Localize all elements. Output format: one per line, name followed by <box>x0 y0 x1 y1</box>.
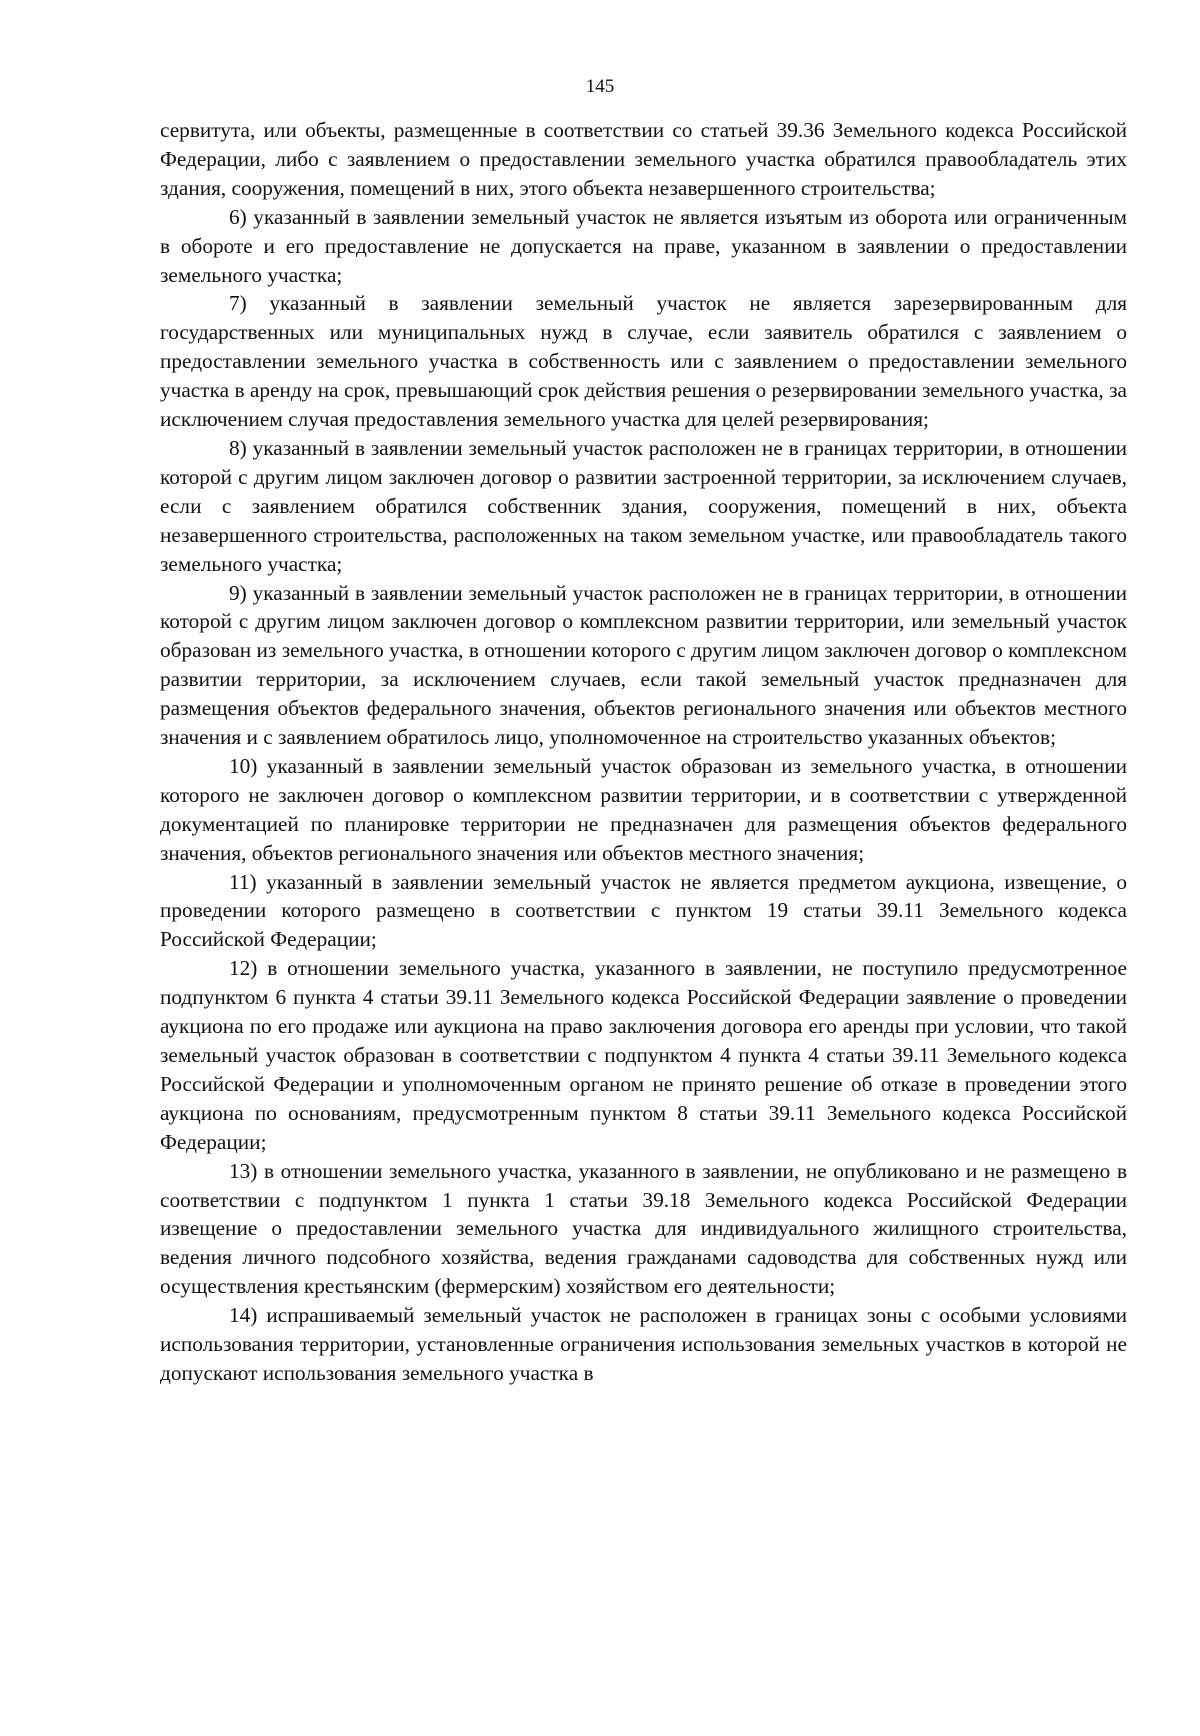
paragraph-item-8: 8) указанный в заявлении земельный участок расположен не в границах территории, в отношении которой с другим лицом заключен договор о развитии застроенной территории, за исключением случаев, если с заявлением обратился собственник здания, сооружения, помещений в них, объекта незавершенного строительства, расположенных на таком земельном участке, или правообладатель такого земельного участка; <box>160 435 1127 576</box>
paragraph-item-6: 6) указанный в заявлении земельный участок не является изъятым из оборота или ограниченным в обороте и его предоставление не допускается на праве, указанном в заявлении о предоставлении земельного участка; <box>160 204 1127 287</box>
paragraph-item-13: 13) в отношении земельного участка, указанного в заявлении, не опубликовано и не размещено в соответствии с подпунктом 1 пункта 1 статьи 39.18 Земельного кодекса Российской Федерации извещение о предоставлении земельного участка для индивидуального жилищного строительства, ведения личного подсобного хозяйства, ведения гражданами садоводства для собственных нужд или осуществления крестьянским (фермерским) хозяйством его деятельности; <box>160 1158 1127 1299</box>
paragraph-item-14: 14) испрашиваемый земельный участок не расположен в границах зоны с особыми условиями использования территории, установленные ограничения использования земельных участков в которой не допускают использования земельного участка в <box>160 1303 1127 1385</box>
paragraph-item-7: 7) указанный в заявлении земельный участок не является зарезервированным для государственных или муниципальных нужд в случае, если заявитель обратился с заявлением о предоставлении земельного участка в собственность или с заявлением о предоставлении земельного участка в аренду на срок, превышающий срок действия решения о резервировании земельного участка, за исключением случая предоставления земельного участка для целей резервирования; <box>160 291 1127 432</box>
paragraph-item-9: 9) указанный в заявлении земельный участок расположен не в границах территории, в отношении которой с другим лицом заключен договор о комплексном развитии территории, или земельный участок образован из земельного участка, в отношении которого с другим лицом заключен договор о комплексном развитии территории, за исключением случаев, если такой земельный участок предназначен для размещения объектов федерального значения, объектов регионального значения или объектов местного значения и с заявлением обратилось лицо, уполномоченное на строительство указанных объектов; <box>160 580 1127 750</box>
page-number: 145 <box>585 76 615 97</box>
paragraph-item-12: 12) в отношении земельного участка, указанного в заявлении, не поступило предусмотренное подпунктом 6 пункта 4 статьи 39.11 Земельного кодекса Российской Федерации заявление о проведении аукциона по его продаже или аукциона на право заключения договора его аренды при условии, что такой земельный участок образован в соответствии с подпунктом 4 пункта 4 статьи 39.11 Земельного кодекса Российской Федерации и уполномоченным органом не принято решение об отказе в проведении этого аукциона по основаниям, предусмотренным пунктом 8 статьи 39.11 Земельного кодекса Российской Федерации; <box>160 956 1127 1154</box>
paragraph-item-11: 11) указанный в заявлении земельный участок не является предметом аукциона, извещение, о проведении которого размещено в соответствии с пунктом 19 статьи 39.11 Земельного кодекса Российской Федерации; <box>160 869 1127 952</box>
paragraph-continuation: сервитута, или объекты, размещенные в соответствии со статьей 39.36 Земельного кодекса Российской Федерации, либо с заявлением о предоставлении земельного участка обратился правообладатель этих здания, сооружения, помещений в них, этого объекта незавершенного строительства; <box>160 118 1127 200</box>
document-body <box>160 116 1127 1388</box>
paragraph-item-10: 10) указанный в заявлении земельный участок образован из земельного участка, в отношении которого не заключен договор о комплексном развитии территории, и в соответствии с утвержденной документацией по планировке территории не предназначен для размещения объектов федерального значения, объектов регионального значения или объектов местного значения; <box>160 753 1127 865</box>
